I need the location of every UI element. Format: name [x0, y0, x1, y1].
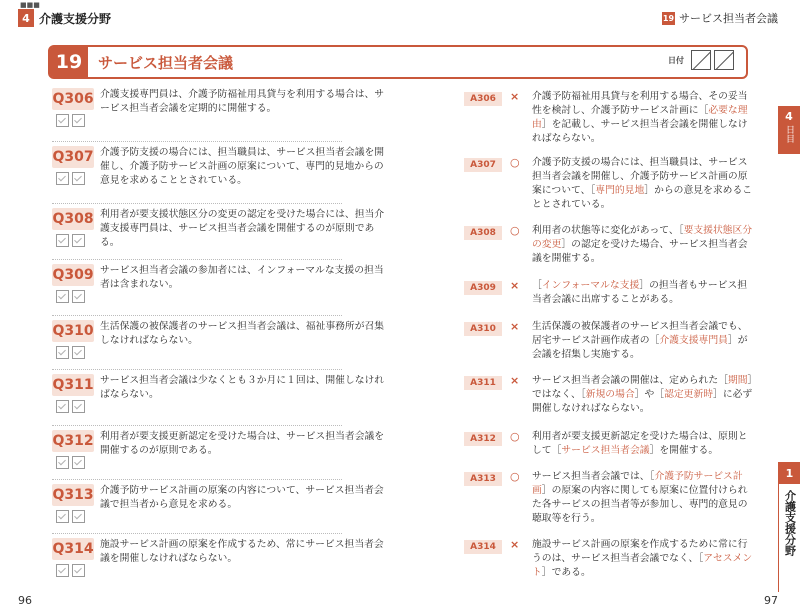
answer-id: A312 — [464, 432, 502, 446]
question-id: Q307 — [52, 146, 94, 168]
answer-text-part: 介護予防支援の場合には、担当職員は、サービス担当者会議を開催し、介護予防サービス計画の原案について、［ — [532, 157, 748, 196]
date-label: 日付 — [668, 55, 684, 65]
answer-text-part: ］からの意見を求めることとされている。 — [532, 185, 753, 210]
question-checkboxes — [56, 510, 88, 523]
chapter-title: 介護支援分野 — [39, 11, 112, 26]
question-divider — [52, 259, 342, 260]
question-text: 利用者が要支援更新認定を受けた場合は、サービス担当者会議を開催するのが原則である。 — [100, 431, 385, 456]
category-tab — [778, 462, 800, 592]
chapter-dots: ■■■ — [20, 1, 40, 9]
answer-text — [532, 279, 754, 307]
answer-text-part: 介護予防福祉用具貸与を利用する場合、その妥当性を検討し、介護予防サービス計画に［ — [532, 91, 748, 116]
answer-id: A313 — [464, 472, 502, 486]
answer-text-part: ［ — [532, 280, 542, 291]
question-id: Q312 — [52, 430, 94, 452]
answer-keyword: 介護予防サービス計画 — [532, 471, 743, 496]
question-id: Q313 — [52, 484, 94, 506]
banner-title: サービス担当者会議 — [98, 53, 234, 72]
check-box-icon[interactable] — [72, 346, 85, 359]
answer-mark-icon: × — [510, 538, 520, 551]
answer-id: A311 — [464, 376, 502, 390]
answer-keyword: 期間 — [727, 375, 748, 386]
question-id: Q306 — [52, 88, 94, 110]
answer-keyword: サービス担当者会議 — [561, 445, 650, 456]
answer-text — [532, 374, 754, 416]
question-divider — [52, 141, 342, 142]
answer-keyword: 必要な理由 — [532, 105, 748, 130]
question-text: サービス担当者会議の参加者には、インフォーマルな支援の担当者は含まれない。 — [100, 265, 384, 290]
check-box-icon[interactable] — [72, 456, 85, 469]
answer-keyword: 認定更新時 — [664, 389, 714, 400]
check-box-icon[interactable] — [72, 234, 85, 247]
question-divider — [52, 425, 342, 426]
answer-text-part: サービス担当者会議の開催は、定められた［ — [532, 375, 728, 386]
answer-text-part: ］が会議を招集し実施する。 — [532, 335, 748, 360]
answer-text — [532, 156, 754, 212]
answer-text-part: ］を開催する。 — [649, 445, 719, 456]
section-header — [662, 10, 778, 26]
section-header-title: サービス担当者会議 — [679, 12, 778, 25]
chapter-number-badge: 4 — [18, 9, 34, 27]
question-checkboxes — [56, 172, 88, 185]
chapter-header — [18, 1, 112, 28]
answer-text-part: 利用者の状態等に変化があって、［ — [532, 225, 684, 236]
check-box-icon[interactable] — [56, 510, 69, 523]
check-box-icon[interactable] — [72, 400, 85, 413]
question-divider — [52, 479, 342, 480]
answer-text-part: 施設サービス計画の原案を作成するために常に行うのは、サービス担当者会議でなく、［ — [532, 539, 748, 564]
answer-text-part: ］を記載し、サービス担当者会議を開催しなければならない。 — [532, 119, 748, 144]
page-number-right: 97 — [764, 594, 778, 607]
check-box-icon[interactable] — [72, 290, 85, 303]
answer-keyword: 新規の場合 — [585, 389, 635, 400]
answer-keyword: アセスメント — [532, 553, 753, 578]
answer-text-part: ］の原案の内容に関しても原案に位置付けられた各サービスの担当者等が参加し、専門的意見の聴取等を行う。 — [532, 485, 748, 524]
check-box-icon[interactable] — [56, 456, 69, 469]
check-box-icon[interactable] — [56, 234, 69, 247]
section-banner — [48, 45, 748, 79]
question-text: 介護予防支援の場合には、担当職員は、サービス担当者会議を開催し、介護予防サービス計画の原案について、専門的見地からの意見を求めることとされている。 — [100, 147, 385, 186]
answer-keyword: 介護支援専門員 — [659, 335, 728, 346]
check-box-icon[interactable] — [72, 510, 85, 523]
answer-mark-icon: ○ — [510, 224, 520, 237]
date-box-1[interactable] — [691, 50, 711, 70]
answer-mark-icon: ○ — [510, 430, 520, 443]
question-id: Q309 — [52, 264, 94, 286]
category-tab-label: 介護支援分野 — [783, 490, 797, 556]
answer-text-part: ］や［ — [634, 389, 665, 400]
answer-keyword: 要支援状態区分の変更 — [532, 225, 753, 250]
question-checkboxes — [56, 234, 88, 247]
answer-text — [532, 538, 754, 580]
answer-id: A314 — [464, 540, 502, 554]
check-box-icon[interactable] — [72, 172, 85, 185]
date-field — [668, 50, 734, 70]
answer-id: A310 — [464, 322, 502, 336]
question-id: Q311 — [52, 374, 94, 396]
question-divider — [52, 533, 342, 534]
check-box-icon[interactable] — [72, 564, 85, 577]
question-divider — [52, 203, 342, 204]
answer-text — [532, 470, 754, 526]
question-id: Q308 — [52, 208, 94, 230]
question-text: 生活保護の被保護者のサービス担当者会議は、福祉事務所が召集しなければならない。 — [100, 321, 385, 346]
answer-keyword: インフォーマルな支援 — [541, 280, 640, 291]
day-tab — [778, 106, 800, 154]
question-checkboxes — [56, 564, 88, 577]
answer-text-part: ］の担当者もサービス担当者会議に出席することがある。 — [532, 280, 748, 305]
answer-text — [532, 224, 754, 266]
question-checkboxes — [56, 346, 88, 359]
question-checkboxes — [56, 400, 88, 413]
answer-mark-icon: ○ — [510, 470, 520, 483]
question-text: 利用者が要支援状態区分の変更の認定を受けた場合には、担当介護支援専門員は、サービス担当者会議を開催するのが原則である。 — [100, 209, 385, 248]
banner-number: 19 — [50, 47, 88, 77]
answer-mark-icon: × — [510, 320, 520, 333]
check-box-icon[interactable] — [56, 564, 69, 577]
day-tab-label: 日目 — [784, 125, 794, 143]
page-number-left: 96 — [18, 594, 32, 607]
question-divider — [52, 315, 342, 316]
answer-text — [532, 430, 754, 458]
check-box-icon[interactable] — [56, 290, 69, 303]
answer-keyword: 専門的見地 — [595, 185, 645, 196]
check-box-icon[interactable] — [72, 114, 85, 127]
answer-mark-icon: ○ — [510, 156, 520, 169]
answer-id: A308 — [464, 226, 502, 240]
answer-text — [532, 90, 754, 146]
check-box-icon[interactable] — [56, 400, 69, 413]
question-divider — [52, 369, 342, 370]
section-number-badge: 19 — [662, 13, 675, 23]
day-tab-number: 4 — [785, 110, 793, 123]
question-text: 施設サービス計画の原案を作成するため、常にサービス担当者会議を開催しなければならない。 — [100, 539, 384, 564]
question-checkboxes — [56, 114, 88, 127]
answer-text-part: ］の認定を受けた場合、サービス担当者会議を開催する。 — [532, 239, 748, 264]
answer-id: A307 — [464, 158, 502, 172]
answer-id: A306 — [464, 92, 502, 106]
question-checkboxes — [56, 456, 88, 469]
question-text: 介護支援専門員は、介護予防福祉用具貸与を利用する場合は、サービス担当者会議を定期的に開催する。 — [100, 89, 385, 114]
check-box-icon[interactable] — [56, 346, 69, 359]
answer-text-part: 生活保護の被保護者のサービス担当者会議でも、居宅サービス計画作成者の［ — [532, 321, 748, 346]
question-id: Q310 — [52, 320, 94, 342]
question-id: Q314 — [52, 538, 94, 560]
check-box-icon[interactable] — [56, 172, 69, 185]
answer-text-part: ］ではなく、［ — [532, 375, 753, 400]
answer-text-part: ］である。 — [541, 567, 591, 578]
answer-mark-icon: × — [510, 279, 520, 292]
answer-mark-icon: × — [510, 374, 520, 387]
category-tab-number: 1 — [779, 462, 800, 484]
question-text: 介護予防サービス計画の原案の内容について、サービス担当者会議で担当者から意見を求める。 — [100, 485, 384, 510]
question-checkboxes — [56, 290, 88, 303]
question-text: サービス担当者会議は少なくとも３か月に１回は、開催しなければならない。 — [100, 375, 385, 400]
answer-text — [532, 320, 754, 362]
answer-text-part: 利用者が要支援更新認定を受けた場合は、原則として［ — [532, 431, 748, 456]
check-box-icon[interactable] — [56, 114, 69, 127]
answer-text-part: サービス担当者会議では、［ — [532, 471, 655, 482]
answer-text-part: ］に必ず開催しなければならない。 — [532, 389, 753, 414]
answer-mark-icon: × — [510, 90, 520, 103]
answer-id: A309 — [464, 281, 502, 295]
date-box-2[interactable] — [714, 50, 734, 70]
